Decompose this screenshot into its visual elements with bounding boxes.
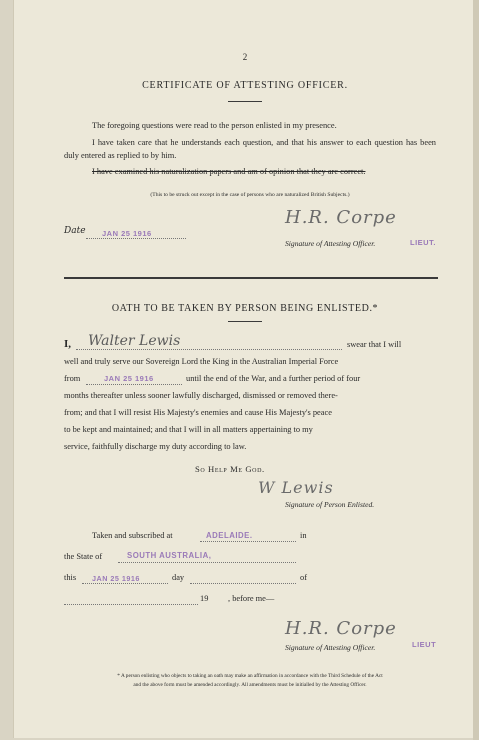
oath-i: I, [64, 338, 72, 350]
officer-signature-label-2: Signature of Attesting Officer. [285, 643, 376, 652]
taken-label: Taken and subscribed at [92, 531, 173, 540]
year-label: 19 [200, 594, 209, 603]
officer-rank-stamp-2: LIEUT [412, 640, 437, 649]
attesting-officer-signature: H.R. Corpe [285, 207, 397, 228]
place-line [200, 541, 296, 542]
this-date-stamp: JAN 25 1916 [92, 574, 140, 583]
strike-note: (This to be struck out except in the case of persons who are naturalized British Subjects.) [150, 192, 350, 198]
title-divider [228, 101, 262, 102]
enlistee-name-handwritten: Walter Lewis [88, 333, 181, 349]
section-divider [64, 277, 438, 279]
date-stamp: JAN 25 1916 [102, 229, 152, 238]
attesting-officer-label: Signature of Attesting Officer. [285, 239, 376, 248]
state-line [118, 562, 296, 563]
oath-line-5: from; and that I will resist His Majesty's enemies and cause His Majesty's peace [64, 408, 332, 417]
place-stamp: ADELAIDE. [206, 531, 253, 540]
from-label: from [64, 374, 81, 383]
name-line [76, 349, 342, 350]
from-line [86, 384, 182, 385]
footnote-line-2: and the above form must be amended accordingly. All amendments must be initialled by the Attesting Officer. [133, 682, 367, 688]
rank-stamp: LIEUT. [410, 238, 436, 247]
so-help-me-god: So Help Me God. [195, 464, 265, 474]
oath-line-7: service, faithfully discharge my duty according to law. [64, 442, 247, 451]
enlistee-signature-label: Signature of Person Enlisted. [285, 500, 375, 509]
state-stamp: SOUTH AUSTRALIA, [127, 551, 212, 560]
oath-title: OATH TO BE TAKEN BY PERSON BEING ENLISTED.* [111, 303, 379, 314]
year-line [64, 604, 198, 605]
month-line [190, 583, 296, 584]
oath-line-1-end: swear that I will [347, 340, 402, 349]
this-line [82, 583, 168, 584]
in-label: in [300, 531, 307, 540]
date-label: Date [64, 226, 86, 236]
certificate-title: CERTIFICATE OF ATTESTING OFFICER. [142, 80, 348, 91]
from-date-stamp: JAN 25 1916 [104, 374, 154, 383]
naturalization-clause: I have examined his naturalization papers and am of opinion that they are correct. [92, 167, 366, 176]
certificate-para-1: The foregoing questions were read to the person enlisted in my presence. [92, 121, 337, 130]
oath-line-6: to be kept and maintained; and that I will in all matters appertaining to my [64, 425, 313, 434]
state-label: the State of [64, 552, 103, 561]
officer-signature-2: H.R. Corpe [285, 618, 397, 639]
footnote-line-1: * A person enlisting who objects to taking an oath may make an affirmation in accordance with the Third Schedule of the Act [117, 673, 383, 679]
oath-line-2: well and truly serve our Sovereign Lord the King in the Australian Imperial Force [64, 357, 339, 366]
oath-divider [228, 321, 262, 322]
certificate-para-2: I have taken care that he understands each question, and that his answer to each question has been duly entered as replied to by him. [64, 138, 436, 160]
enlistee-signature: W Lewis [258, 478, 334, 497]
document-sheet [14, 0, 474, 738]
oath-line-3-end: until the end of the War, and a further period of four [186, 374, 361, 383]
day-label: day [172, 573, 185, 582]
page-edge [473, 0, 479, 740]
before-me-label: , before me— [228, 594, 275, 603]
oath-line-4: months thereafter unless sooner lawfully discharged, dismissed or removed there- [64, 391, 338, 400]
this-label: this [64, 573, 77, 582]
of-label: of [300, 573, 307, 582]
date-line [86, 238, 186, 239]
page-number: 2 [242, 52, 248, 62]
